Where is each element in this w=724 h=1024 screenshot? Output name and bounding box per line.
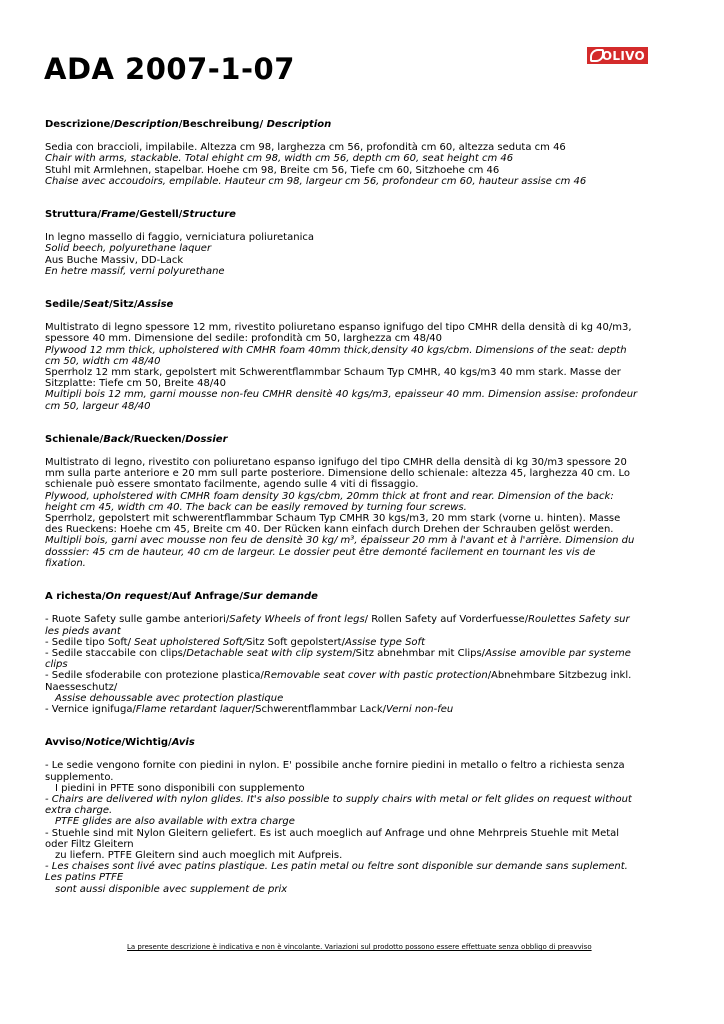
olivo-logo <box>587 47 648 64</box>
notice-it: - Le sedie vengono fornite con piedini in nylon. E' possibile anche fornire piedini in metallo o feltro a richiesta senza supplemento. <box>45 760 625 783</box>
back-de: Sperrholz, gepolstert mit schwerentflammbar Schaum Typ CMHR 30 kgs/m3, 20 mm stark (vorne u. hinten). Masse des Rueckens: Hoehe cm 45, Breite cm 40. Der Rücken kann einfach durch Drehen der Schrauben gelöst werden. <box>45 513 621 536</box>
notice-en: - Chairs are delivered with nylon glides. It's also possible to supply chairs with metal or felt glides on request without extra charge. <box>45 793 632 817</box>
list-item: - Vernice ignifuga/Flame retardant laquer/Schwerentflammbar Lack/Verni non-feu <box>45 703 454 715</box>
back-heading: Schienale/Back/Ruecken/Dossier <box>45 433 228 445</box>
seat-en: Plywood 12 mm thick, upholstered with CMHR foam 40mm thick,density 40 kgs/cbm. Dimensions of the seat: depth cm 50, width cm 48/40 <box>45 344 627 367</box>
description-fr: Chaise avec accoudoirs, empilable. Hauteur cm 98, largeur cm 56, profondeur cm 60, hauteur assise cm 46 <box>45 175 587 187</box>
list-item: - Sedile tipo Soft/ Seat upholstered Soft/Sitz Soft gepolstert/Assise type Soft <box>45 636 425 648</box>
notice-section <box>45 737 639 895</box>
description-en: Chair with arms, stackable. Total ehight cm 98, width cm 56, depth cm 60, seat height cm 46 <box>45 153 514 165</box>
list-item: - Sedile sfoderabile con protezione plastica/Removable seat cover with pastic protection/Abnehmbare Sitzbezug inkl. Naesseschutz/ <box>45 670 632 693</box>
notice-en-cont: PTFE glides are also available with extra charge <box>55 816 295 828</box>
structure-it: In legno massello di faggio, verniciatura poliuretanica <box>45 232 314 244</box>
description-de: Stuhl mit Armlehnen, stapelbar. Hoehe cm 98, Breite cm 56, Tiefe cm 60, Sitzhoehe cm 46 <box>45 164 500 176</box>
seat-heading: Sedile/Seat/Sitz/Assise <box>45 299 174 311</box>
description-section <box>45 119 639 187</box>
on-request-section <box>45 591 639 715</box>
notice-heading: Avviso/Notice/Wichtig/Avis <box>45 737 195 749</box>
back-it: Multistrato di legno, rivestito con poliuretano espanso ignifugo del tipo CMHR della densità di kg 30/m3 spessore 20 mm sulla parte anteriore e 20 mm sull parte posteriore. Dimensione dello schienale: altezza 45, larghezza 40 cm. Lo schienale può essere smontato facilmente, agendo sulle 4 viti di fissaggio. <box>45 457 630 491</box>
on-request-heading: A richesta/On request/Auf Anfrage/Sur demande <box>45 591 318 603</box>
seat-it: Multistrato di legno spessore 12 mm, rivestito poliuretano espanso ignifugo del tipo CMHR della densità di kg 40/m3, spessore 40 mm. Dimensione del sedile: profondità cm 50, larghezza cm 48/40 <box>45 322 632 345</box>
list-item-continuation: Assise dehoussable avec protection plastique <box>55 692 284 704</box>
document-title: ADA 2007-1-07 <box>44 52 295 86</box>
back-fr: Multipli bois, garni avec mousse non feu de densitè 30 kg/ m³, épaisseur 20 mm à l'avant et à l'arrière. Dimension du dosssier: 45 cm de hauteur, 40 cm de largeur. Le dossier peut être demonté facilement en tournant les vis de fixation. <box>45 535 635 569</box>
footer-disclaimer: La presente descrizione è indicativa e non è vincolante. Variazioni sul prodotto possono essere effettuate senza obbligo di preavviso <box>127 943 592 951</box>
notice-de-cont: zu liefern. PTFE Gleitern sind auch moeglich mit Aufpreis. <box>55 849 343 861</box>
seat-de: Sperrholz 12 mm stark, gepolstert mit Schwerentflammbar Schaum Typ CMHR, 40 kgs/m3 40 mm stark. Masse der Sitzplatte: Tiefe cm 50, Breite 48/40 <box>45 367 621 390</box>
description-heading: Descrizione/Description/Beschreibung/ Description <box>45 119 332 130</box>
notice-de: - Stuehle sind mit Nylon Gleitern geliefert. Es ist auch moeglich auf Anfrage und ohne Mehrpreis Stuehle mit Metal oder Filtz Gleitern <box>45 827 620 850</box>
structure-de: Aus Buche Massiv, DD-Lack <box>45 254 184 266</box>
structure-en: Solid beech, polyurethane laquer <box>45 243 212 255</box>
back-section <box>45 434 639 569</box>
structure-fr: En hetre massif, verni polyurethane <box>45 265 225 277</box>
notice-it-cont: I piedini in PFTE sono disponibili con supplemento <box>55 782 305 794</box>
list-item: - Sedile staccabile con clips/Detachable seat with clip system/Sitz abnehmbar mit Clips/Assise amovible par systeme clips <box>45 647 631 671</box>
document-body <box>45 119 639 917</box>
notice-fr: - Les chaises sont livé avec patins plastique. Les patin metal ou feltre sont disponible sur demande sans suplement. Les patins PTFE <box>45 861 628 884</box>
logo-text: OLIVO <box>601 48 645 63</box>
list-item: - Ruote Safety sulle gambe anteriori/Safety Wheels of front legs/ Rollen Safety auf Vorderfuesse/Roulettes Safety sur les pieds avant <box>45 614 630 637</box>
description-it: Sedia con braccioli, impilabile. Altezza cm 98, larghezza cm 56, profondità cm 60, altezza seduta cm 46 <box>45 142 566 154</box>
seat-fr: Multipli bois 12 mm, garni mousse non-feu CMHR densitè 40 kgs/m3, epaisseur 40 mm. Dimension assise: profondeur cm 50, largeur 48/40 <box>45 389 638 412</box>
structure-section <box>45 209 639 277</box>
structure-heading: Struttura/Frame/Gestell/Structure <box>45 209 236 221</box>
seat-section <box>45 299 639 412</box>
back-en: Plywood, upholstered with CMHR foam density 30 kgs/cbm, 20mm thick at front and rear. Dimension of the back: height cm 45, width cm 40. The back can be easily removed by turning four screws. <box>45 490 614 513</box>
notice-fr-cont: sont aussi disponible avec supplement de prix <box>55 883 288 895</box>
